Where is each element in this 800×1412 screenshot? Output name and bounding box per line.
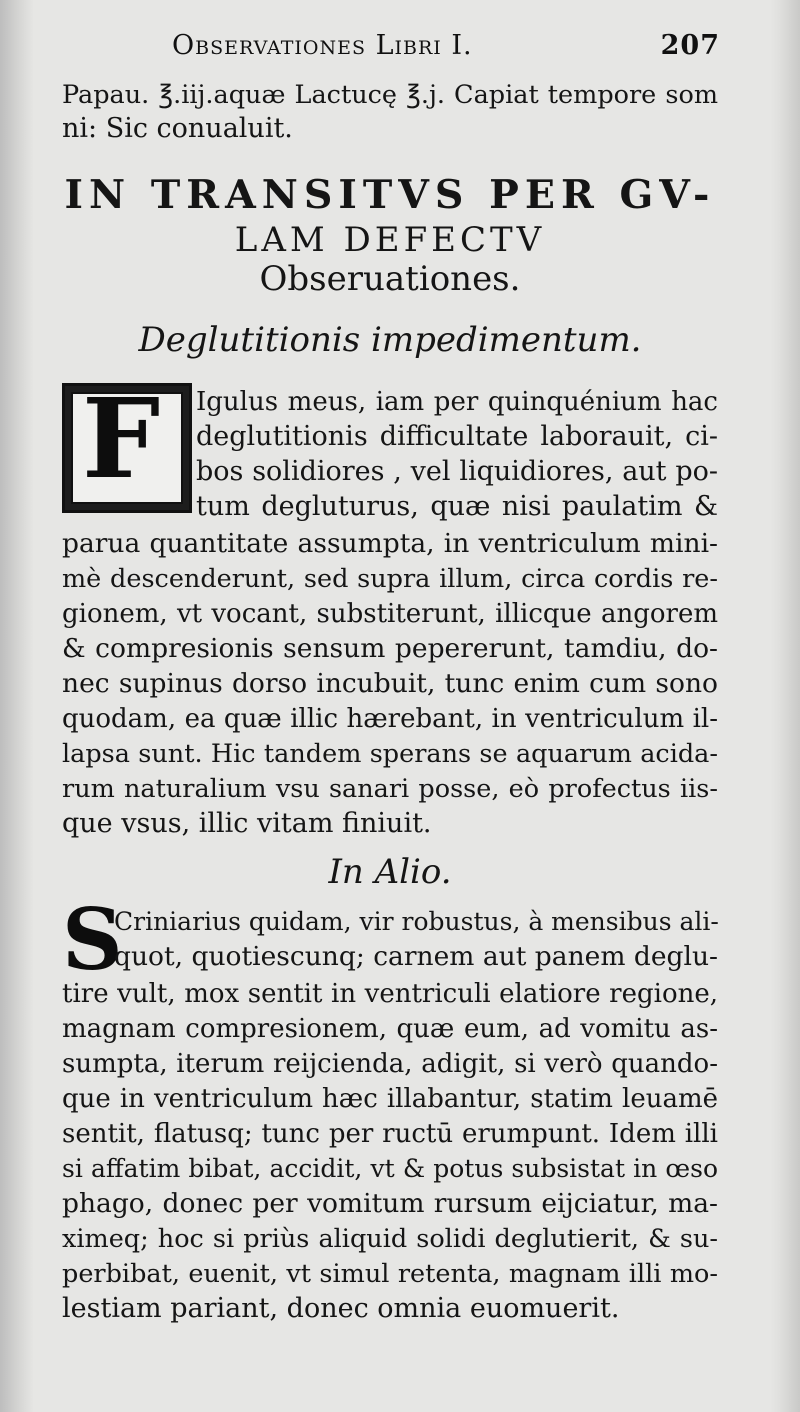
para2-line-4: magnam compresionem, quæ eum, ad vomitu as- [62, 1014, 718, 1044]
para1-line-4: tum degluturus, quæ nisi paulatim & [196, 491, 718, 522]
para2-line-1: Criniarius quidam, vir robustus, à mensibus ali- [114, 907, 719, 936]
para1-line-10: quodam, ea quæ illic hærebant, in ventriculum il- [62, 704, 718, 734]
section-heading-line-3: Obseruationes. [259, 259, 521, 299]
subheading-deglutitionis: Deglutitionis impedimentum. [138, 320, 642, 360]
para2-line-11: perbibat, euenit, vt simul retenta, magnam illi mo- [62, 1259, 718, 1289]
para2-line-10: ximeq; hoc si priùs aliquid solidi deglutierit, & su- [62, 1224, 718, 1254]
para1-line-13: que vsus, illic vitam finiuit. [62, 808, 432, 839]
ornamental-initial-f [62, 374, 192, 513]
intro-line-2: ni: Sic conualuit. [62, 113, 293, 144]
para1-line-3: bos solidiores , vel liquidiores, aut po- [196, 456, 718, 487]
para1-line-6: mè descenderunt, sed supra illum, circa cordis re- [62, 564, 718, 594]
para1-line-7: gionem, vt vocant, substiterunt, illicque angorem [62, 599, 718, 629]
para1-line-1: Igulus meus, iam per quinquénium hac [196, 387, 718, 417]
drop-cap-s: S [62, 890, 123, 989]
section-heading-line-2: LAM DEFECTV [234, 220, 546, 260]
para2-line-6: que in ventriculum hæc illabantur, statim leuamē [62, 1084, 718, 1114]
para2-line-3: tire vult, mox sentit in ventriculi elatiore regione, [62, 979, 718, 1009]
running-title: Observationes Libri I. [172, 30, 473, 61]
para1-line-8: & compresionis sensum pepererunt, tamdiu, do- [62, 633, 718, 664]
para2-line-7: sentit, flatusq; tunc per ructū erumpunt. Idem illi [62, 1119, 718, 1149]
initial-f-glyph: F [81, 374, 161, 503]
para2-line-9: phago, donec per vomitum rursum eijciatur, ma- [62, 1188, 718, 1219]
para1-line-2: deglutitionis difficultate laborauit, ci- [196, 421, 718, 452]
intro-line-1: Papau. ℥.iij.aquæ Lactucę ℥.j. Capiat tempore som [62, 80, 718, 110]
para2-line-2: quot, quotiescunq; carnem aut panem deglu- [114, 941, 718, 972]
para2-line-12: lestiam pariant, donec omnia euomuerit. [62, 1293, 620, 1324]
para2-line-8: si affatim bibat, accidit, vt & potus subsistat in œso [62, 1154, 718, 1183]
section-heading-line-1: IN TRANSITVS PER GV- [64, 172, 716, 218]
page-number: 207 [660, 30, 720, 61]
page-gutter-shadow [0, 0, 34, 1412]
subheading-in-alio: In Alio. [328, 852, 452, 892]
para1-line-12: rum naturalium vsu sanari posse, eò profectus iis- [62, 774, 718, 804]
para2-line-5: sumpta, iterum reijcienda, adigit, si verò quando- [62, 1049, 718, 1079]
para1-line-11: lapsa sunt. Hic tandem sperans se aquarum acida- [62, 739, 718, 769]
para1-line-5: parua quantitate assumpta, in ventriculum mini- [62, 528, 718, 559]
page-edge-shadow [770, 0, 800, 1412]
para1-line-9: nec supinus dorso incubuit, tunc enim cum sono [62, 668, 718, 699]
